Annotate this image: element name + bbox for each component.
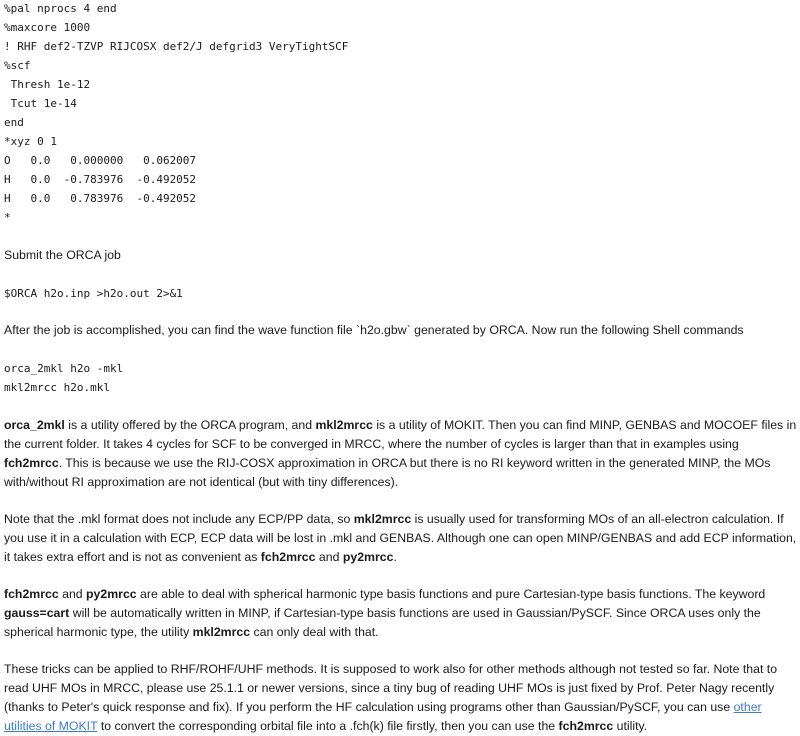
code-line: %scf — [4, 59, 31, 72]
paragraph-text: will be automatically written in MINP, if Cartesian-type basis functions are used in Gaussian/PySCF. Since ORCA uses only the spherical harmonic type, the utility — [4, 606, 761, 639]
code-line: orca_2mkl h2o -mkl — [4, 362, 124, 375]
paragraph-text: is usually used for transforming MOs of an all-electron calculation. If you use it in a calculation with ECP, ECP data will be lost in .mkl and GENBAS. Although one can open MINP/GENBAS and add ECP information, it takes extra effort and is not as convenient as — [4, 512, 797, 564]
keyword-bold: orca_2mkl — [4, 418, 65, 432]
paragraph-text: . This is because we use the RIJ-COSX approximation in ORCA but there is no RI keyword written in the generated MINP, the MOs with/without RI approximation are not identical (but with tiny differences). — [4, 456, 771, 489]
paragraph-text: . — [393, 550, 397, 564]
code-line: %maxcore 1000 — [4, 21, 91, 34]
paragraph-ecp-note — [4, 510, 798, 567]
keyword-bold: mkl2mrcc — [353, 512, 412, 526]
code-line: mkl2mrcc h2o.mkl — [4, 381, 110, 394]
shell-commands-code-block — [4, 359, 123, 397]
code-line: Tcut 1e-14 — [4, 97, 77, 110]
orca-input-code-block — [4, 0, 348, 227]
keyword-bold: gauss=cart — [4, 606, 70, 620]
paragraph-text: is a utility offered by the ORCA program, and — [64, 418, 316, 432]
keyword-bold: fch2mrcc — [4, 587, 59, 601]
code-line: *xyz 0 1 — [4, 135, 57, 148]
paragraph-text: and — [315, 550, 343, 564]
paragraph-text: These tricks can be applied to RHF/ROHF/UHF methods. It is supposed to work also for other methods although not tested so far. Note that to read UHF MOs in MRCC, please use 25.1.1 or newer versions, since a tiny bug of reading UHF MOs is just fixed by Prof. Peter Nagy recently (thanks to Peter's quick response and fix). If you perform the HF calculation using programs other than Gaussian/PySCF, you can use — [4, 662, 778, 714]
paragraph-text: to convert the corresponding orbital file into a .fch(k) file firstly, then you can use the — [97, 719, 559, 733]
code-line: H 0.0 -0.783976 -0.492052 — [4, 173, 197, 186]
keyword-bold: mkl2mrcc — [192, 625, 251, 639]
code-line: $ORCA h2o.inp >h2o.out 2>&1 — [4, 287, 183, 300]
code-line: %pal nprocs 4 end — [4, 2, 117, 15]
keyword-bold: fch2mrcc — [4, 456, 59, 470]
other-utilities-link[interactable]: other utilities of MOKIT — [4, 700, 762, 733]
paragraph-text: Note that the .mkl format does not include any ECP/PP data, so — [4, 512, 354, 526]
paragraph-tricks — [4, 660, 798, 736]
code-line: * — [4, 211, 11, 224]
paragraph-text: is a utility of MOKIT. Then you can find MINP, GENBAS and MOCOEF files in the current folder. It takes 4 cycles for SCF to be converged in MRCC, where the number of cycles is larger than that in examples using — [4, 418, 797, 451]
submit-instruction: Submit the ORCA job — [4, 248, 121, 262]
paragraph-text: and — [58, 587, 87, 601]
paragraph-text: utility. — [613, 719, 648, 733]
paragraph-basis-functions — [4, 585, 798, 642]
keyword-bold: py2mrcc — [86, 587, 137, 601]
keyword-bold: fch2mrcc — [260, 550, 316, 564]
code-line: O 0.0 0.000000 0.062007 — [4, 154, 197, 167]
submit-command-code-block — [4, 284, 183, 303]
keyword-bold: py2mrcc — [342, 550, 394, 564]
after-job-instruction: After the job is accomplished, you can find the wave function file `h2o.gbw` generated by ORCA. Now run the following Shell commands — [4, 323, 744, 337]
paragraph-text: can only deal with that. — [250, 625, 379, 639]
keyword-bold: mkl2mrcc — [315, 418, 373, 432]
keyword-bold: fch2mrcc — [558, 719, 614, 733]
code-line: ! RHF def2-TZVP RIJCOSX def2/J defgrid3 VeryTightSCF — [4, 40, 349, 53]
code-line: end — [4, 116, 24, 129]
paragraph-text: are able to deal with spherical harmonic type basis functions and pure Cartesian-type basis functions. The keyword — [136, 587, 766, 601]
code-line: Thresh 1e-12 — [4, 78, 91, 91]
paragraph-orca-2mkl — [4, 416, 798, 492]
code-line: H 0.0 0.783976 -0.492052 — [4, 192, 197, 205]
